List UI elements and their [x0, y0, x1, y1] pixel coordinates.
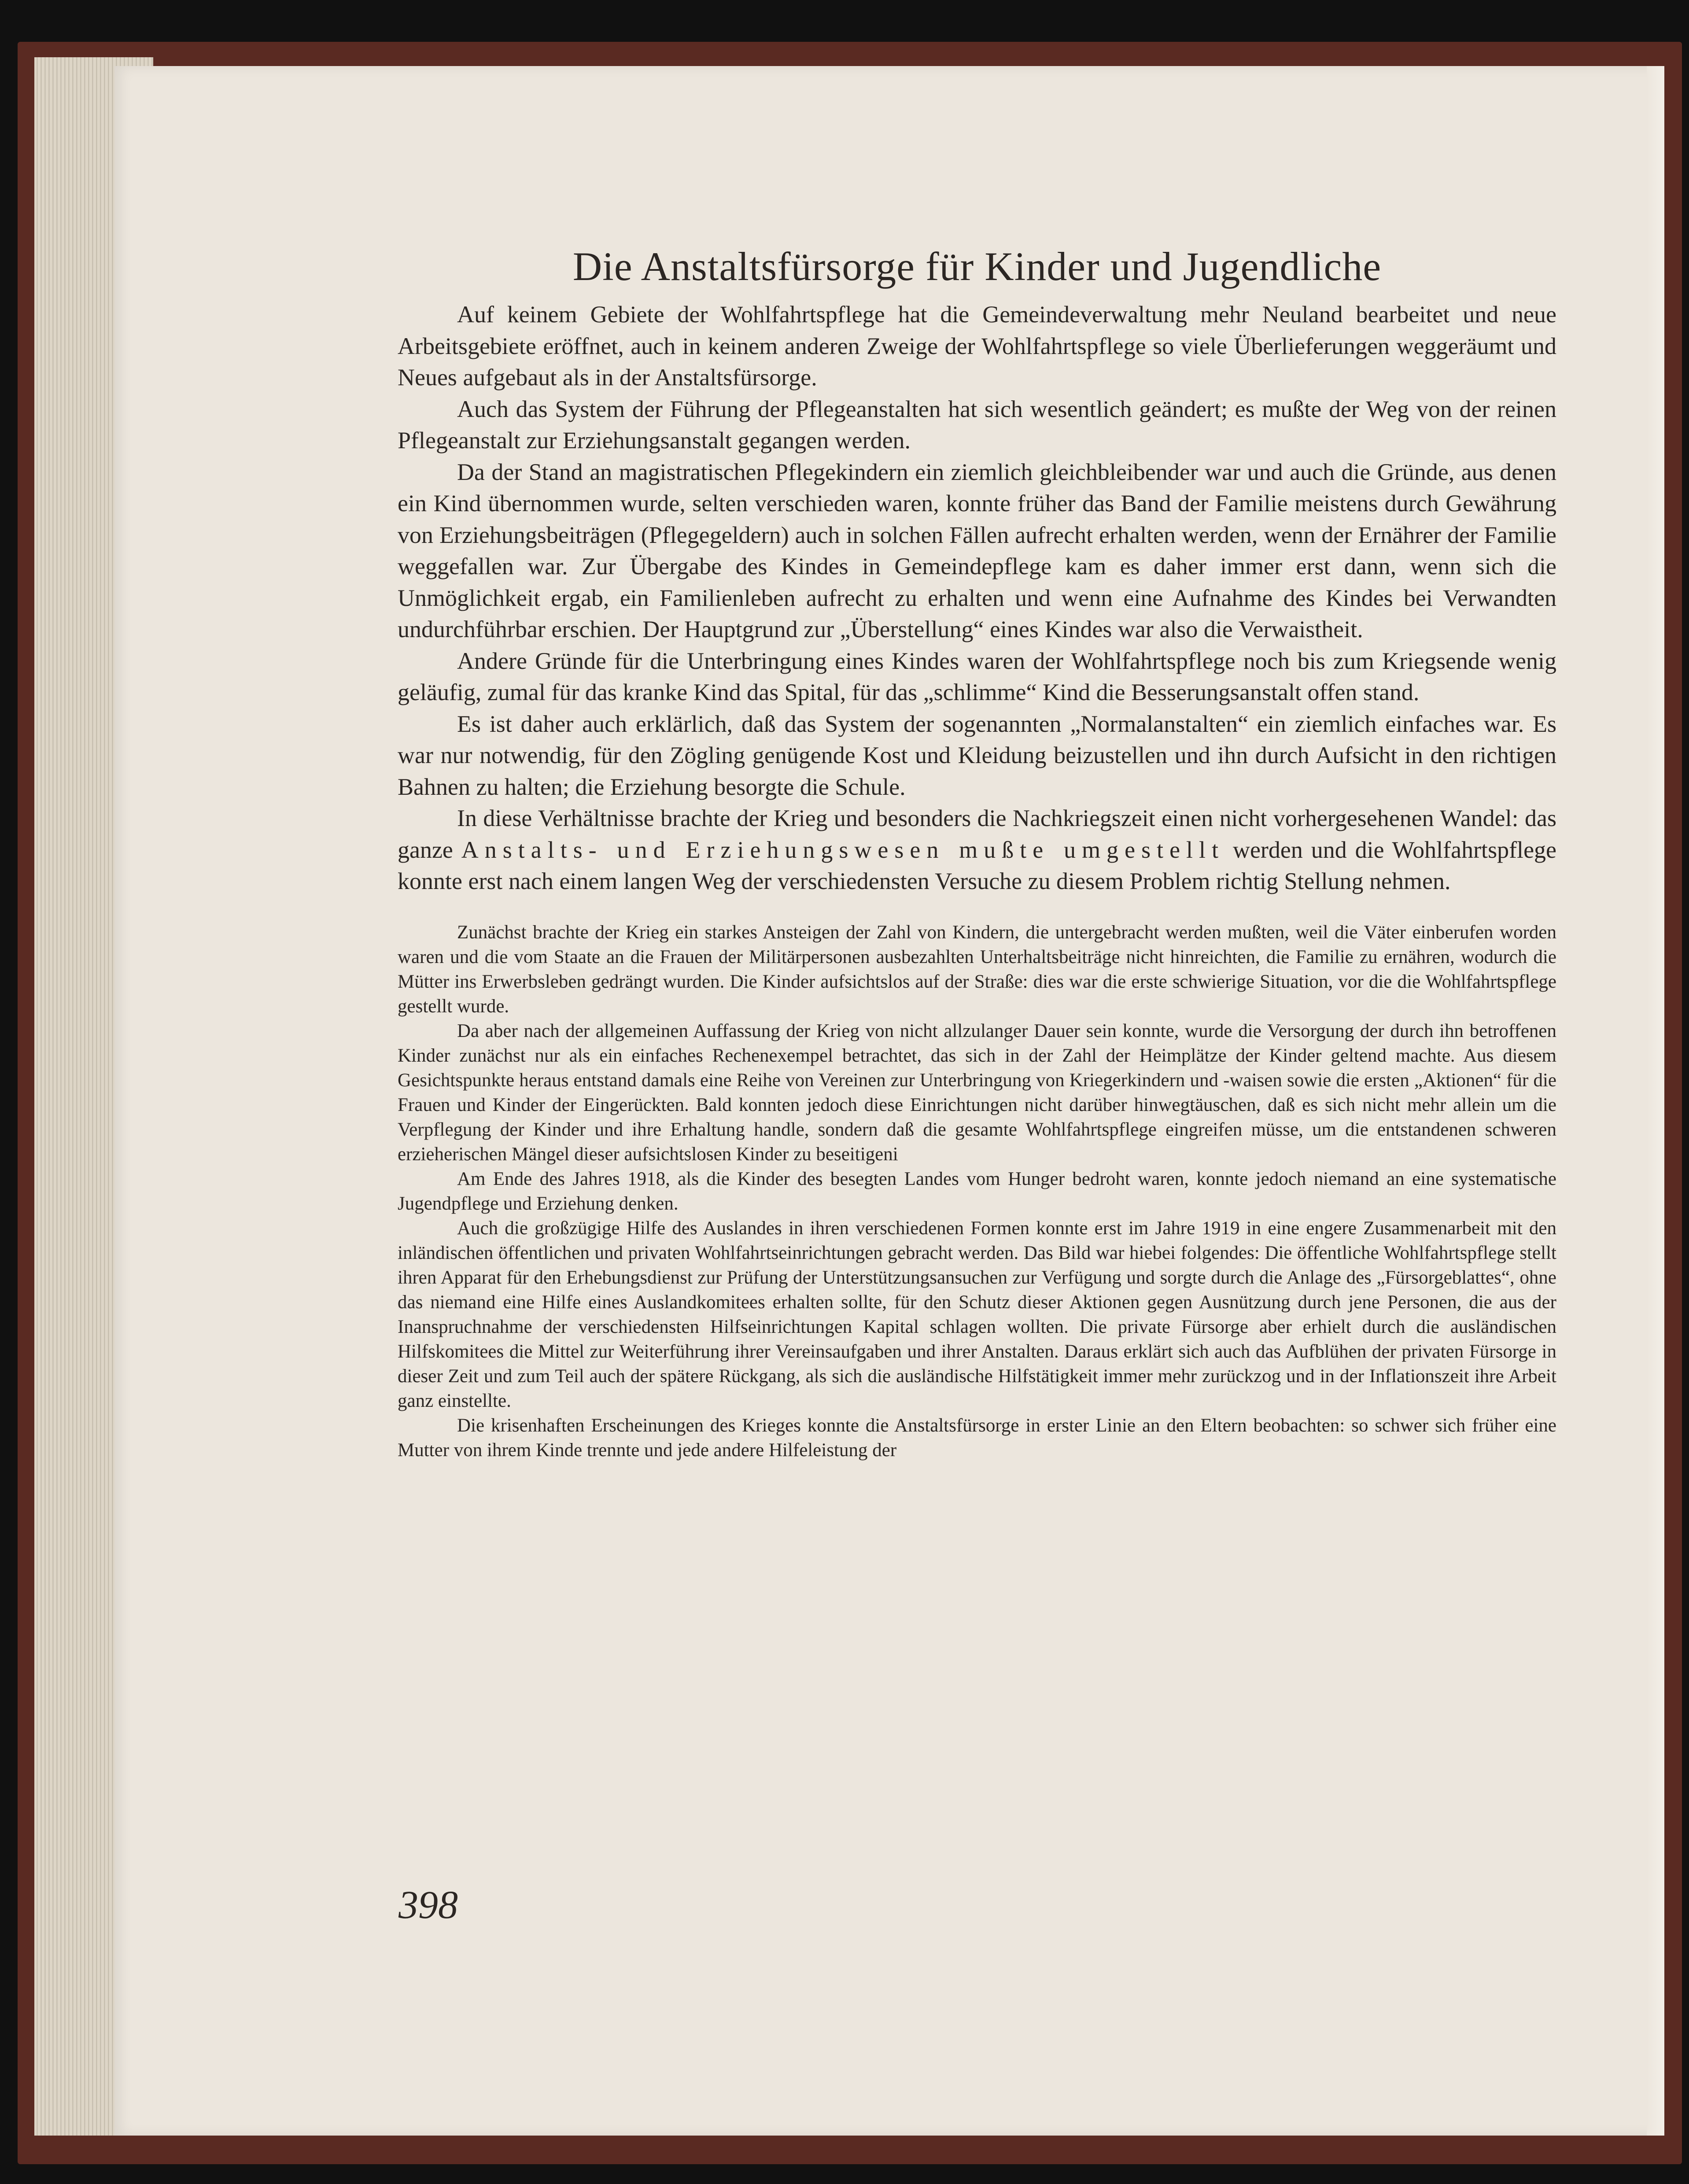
paragraph-6-end: werden und die Wohlfahrtspflege konnte erst nach einem langen Weg der verschiedensten Versuche zu diesem Problem richtig Stellung nehmen.	[398, 836, 1556, 894]
page-right-edge	[1647, 66, 1664, 2136]
small-paragraph-5: Die krisenhaften Erscheinungen des Krieges konnte die Anstaltsfürsorge in erster Linie an den Eltern beobachten: so schwer sich früher eine Mutter von ihrem Kinde trennte und jede andere Hilfeleistung der	[398, 1415, 1556, 1461]
paragraph-6-start: In diese Verhältnisse brachte der Krieg und besonders die Nachkriegszeit einen nicht vorhergesehenen Wandel: das ganze	[398, 805, 1556, 863]
paragraph-5: Es ist daher auch erklärlich, daß das System der sogenannten „Normalanstalten“ ein ziemlich einfaches war. Es war nur notwendig, für den Zögling genügende Kost und Kleidung beizustellen und ihn durch Aufsicht in den richtigen Bahnen zu halten; die Erziehung besorgte die Schule.	[398, 710, 1556, 800]
small-paragraph-3: Am Ende des Jahres 1918, als die Kinder des besegten Landes vom Hunger bedroht waren, konnte jedoch niemand an eine systematische Jugendpflege und Erziehung denken.	[398, 1168, 1556, 1214]
paragraph-3: Da der Stand an magistratischen Pflegekindern ein ziemlich gleichbleibender war und auch die Gründe, aus denen ein Kind übernommen wurde, selten verschieden waren, konnte früher das Band der Familie meistens durch Gewährung von Erziehungsbeiträgen (Pflegegeldern) auch in solchen Fällen aufrecht erhalten werden, wenn der Ernährer der Familie weggefallen war. Zur Übergabe des Kindes in Gemeindepflege kam es daher immer erst dann, wenn sich die Unmöglichkeit ergab, ein Familienleben aufrecht zu erhalten und wenn eine Aufnahme des Kindes bei Verwandten undurchführbar erschien. Der Hauptgrund zur „Überstellung“ eines Kindes war also die Verwaistheit.	[398, 458, 1556, 642]
small-paragraph-4: Auch die großzügige Hilfe des Auslandes in ihren verschiedenen Formen konnte erst im Jahre 1919 in eine engere Zusammenarbeit mit den inländischen öffentlichen und privaten Wohlfahrtseinrichtungen gebracht werden. Das Bild war hiebei folgendes: Die öffentliche Wohlfahrtspflege stellt ihren Apparat für den Erhebungsdienst zur Prüfung der Unterstützungsansuchen zur Verfügung und sorgte durch die Anlage des „Fürsorgeblattes“, ohne das niemand eine Hilfe eines Auslandkomitees erhalten sollte, für den Schutz dieser Aktionen gegen Ausnützung durch jene Personen, die aus der Inanspruchnahme der verschiedensten Hilfseinrichtungen Kapital schlagen wollten. Die private Fürsorge aber erhielt durch die ausländischen Hilfskomitees die Mittel zur Weiterführung ihrer Vereinsaufgaben und ihrer Anstalten. Daraus erklärt sich auch das Aufblühen der privaten Fürsorge in dieser Zeit und zum Teil auch der spätere Rückgang, als sich die ausländische Hilfstätigkeit immer mehr zurückzog und in der Inflationszeit ihre Arbeit ganz einstellte.	[398, 1217, 1556, 1411]
small-paragraph-1: Zunächst brachte der Krieg ein starkes Ansteigen der Zahl von Kindern, die untergebracht werden mußten, weil die Väter einberufen worden waren und die vom Staate an die Frauen der Militärpersonen ausbezahlten Unterhaltsbeiträge nicht hinreichten, die Familie zu ernähren, wodurch die Mütter ins Erwerbsleben gedrängt wurden. Die Kinder aufsichtslos auf der Straße: dies war die erste schwierige Situation, vor die die Wohlfahrtspflege gestellt wurde.	[398, 922, 1556, 1017]
small-paragraph-2: Da aber nach der allgemeinen Auffassung der Krieg von nicht allzulanger Dauer sein konnte, wurde die Versorgung der durch ihn betroffenen Kinder zunächst nur als ein einfaches Rechenexempel betrachtet, das sich in der Zahl der Heimplätze der Kinder geltend machte. Aus diesem Gesichtspunkte heraus entstand damals eine Reihe von Vereinen zur Unterbringung von Kriegerkindern und -waisen sowie die ersten „Aktionen“ für die Frauen und Kinder der Eingerückten. Bald konnten jedoch diese Einrichtungen nicht darüber hinwegtäuschen, daß es sich nicht mehr allein um die Verpflegung der Kinder und ihre Erhaltung handle, sondern daß die gesamte Wohlfahrtspflege eingreifen müsse, um die entstandenen schweren erzieherischen Mängel dieser aufsichtslosen Kinder zu beseitigeni	[398, 1020, 1556, 1165]
paragraph-2: Auch das System der Führung der Pflegeanstalten hat sich wesentlich geändert; es mußte der Weg von der reinen Pflegeanstalt zur Erziehungsanstalt gegangen werden.	[398, 395, 1556, 454]
small-print-text	[398, 920, 1556, 1463]
page-content	[398, 240, 1556, 1463]
paragraph-4: Andere Gründe für die Unterbringung eines Kindes waren der Wohlfahrtspflege noch bis zum Kriegsende wenig geläufig, zumal für das kranke Kind das Spital, für das „schlimme“ Kind die Besserungsanstalt offen stand.	[398, 647, 1556, 705]
main-text	[398, 299, 1556, 897]
chapter-title: Die Anstaltsfürsorge für Kinder und Jugendliche	[572, 244, 1382, 289]
spaced-emphasis: Anstalts- und Erziehungswesen mußte umgestellt	[461, 836, 1225, 863]
page-number: 398	[398, 1883, 458, 1927]
paragraph-6	[398, 803, 1556, 897]
paragraph-1: Auf keinem Gebiete der Wohlfahrtspflege hat die Gemeindeverwaltung mehr Neuland bearbeitet und neue Arbeitsgebiete eröffnet, auch in keinem anderen Zweige der Wohlfahrtspflege so viele Überlieferungen weggeräumt und Neues aufgebaut als in der Anstaltsfürsorge.	[398, 301, 1556, 391]
